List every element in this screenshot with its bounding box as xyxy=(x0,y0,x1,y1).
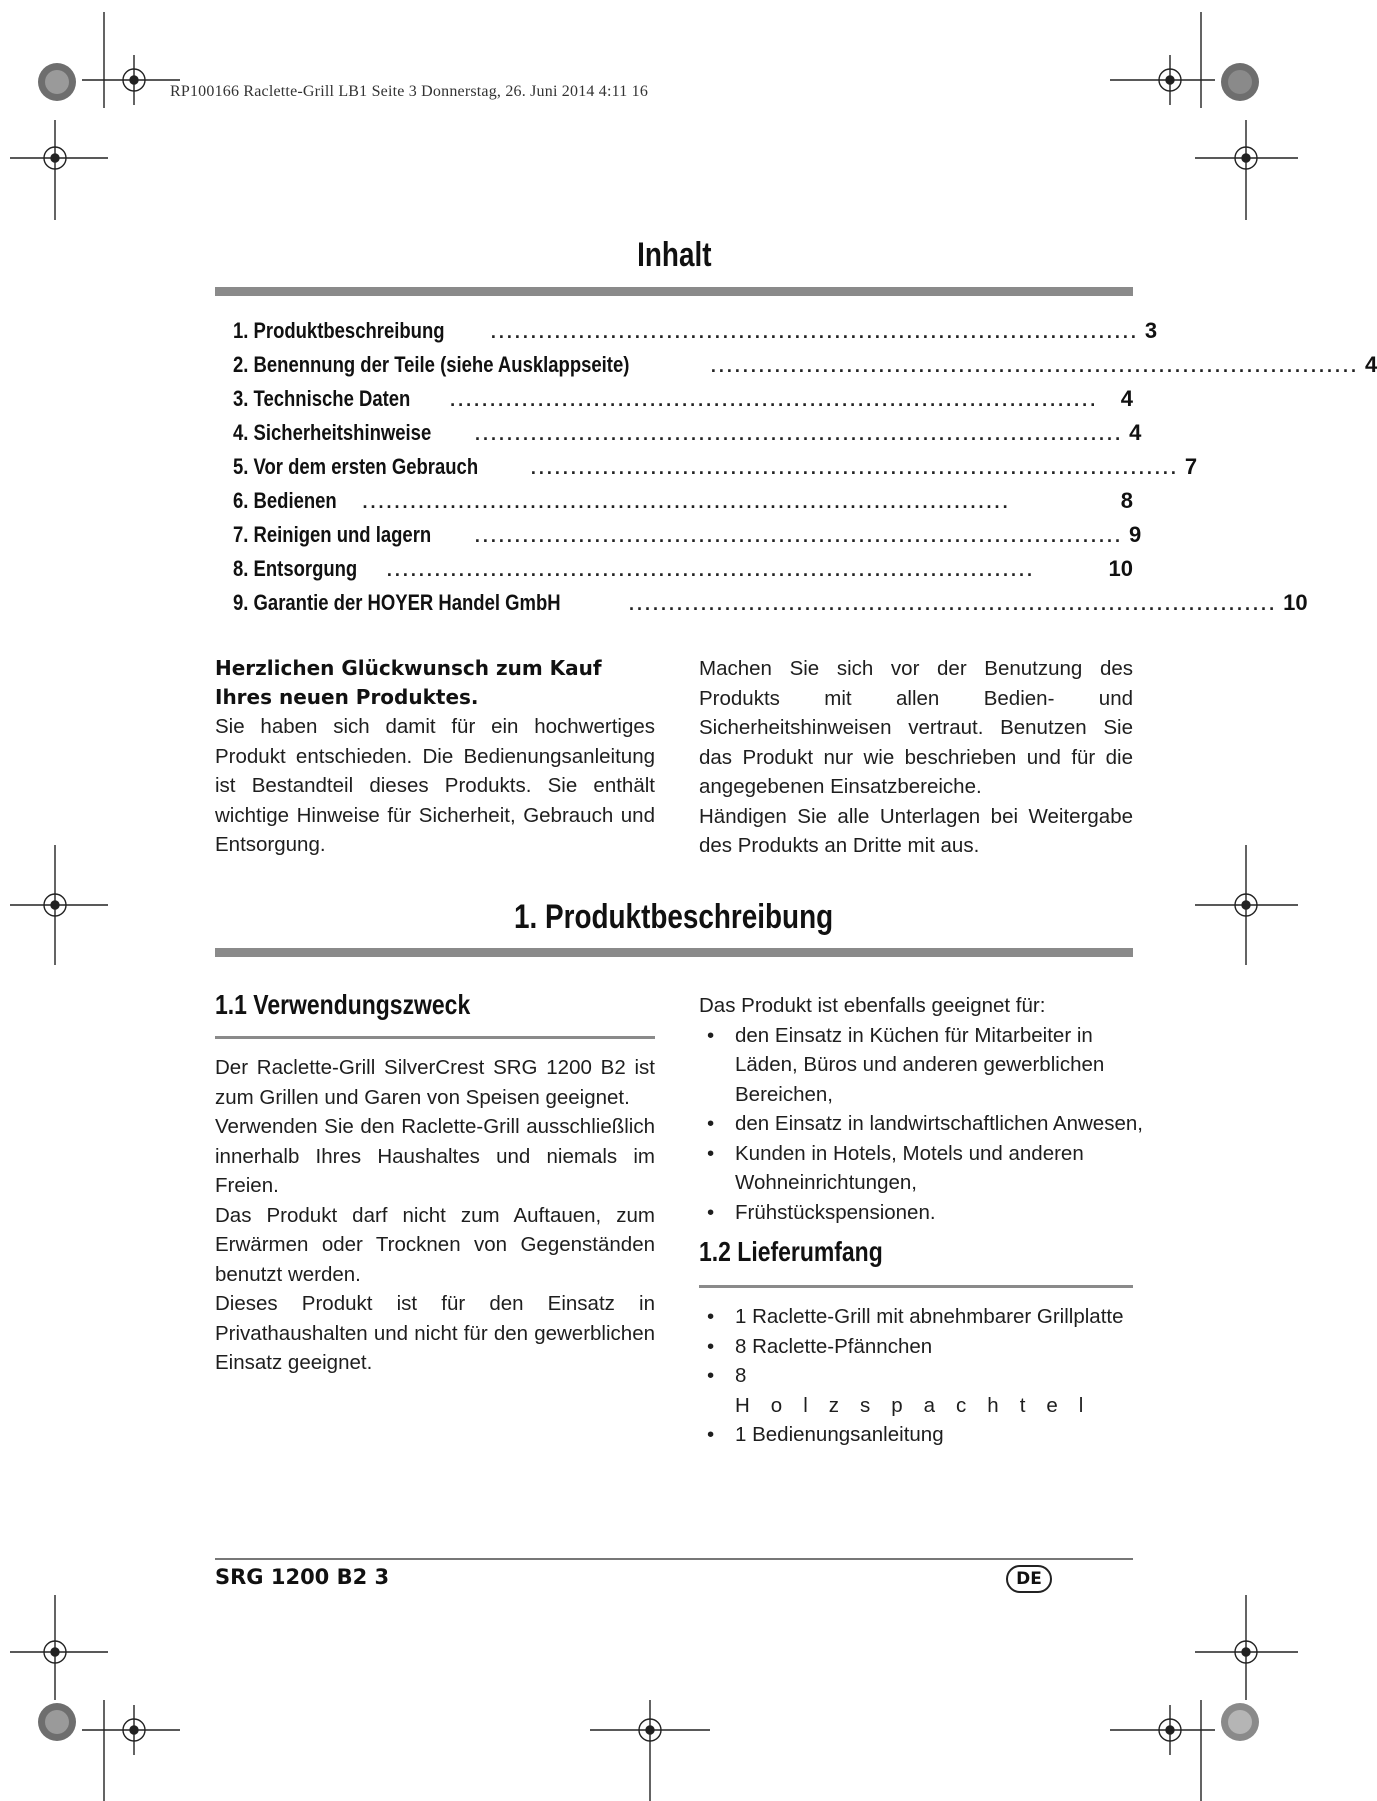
toc-entry[interactable]: 2. Benennung der Teile (siehe Ausklappseite) ................................................................................. 4 xyxy=(233,352,1377,377)
toc-leader: ................................................................................. xyxy=(628,594,1278,614)
toc-leader: ................................................................................. xyxy=(710,356,1359,376)
subsection-heading: 1.1 Verwendungszweck xyxy=(215,989,471,1020)
toc-entry[interactable]: 5. Vor dem ersten Gebrauch ................................................................................. 7 xyxy=(233,454,1198,479)
toc-entry[interactable]: 8. Entsorgung ................................................................................. 10 xyxy=(233,556,1133,581)
footer-model-page: SRG 1200 B2 3 xyxy=(215,1565,390,1589)
subsection-heading: 1.2 Lieferumfang xyxy=(699,1236,883,1267)
toc-leader: ................................................................................. xyxy=(450,390,1099,410)
list-item: • 1 Bedienungsanleitung xyxy=(699,1420,1133,1450)
paragraph: Dieses Produkt ist für den Einsatz in Privathaushalten und nicht für den gewerblichen Einsatz geeignet. xyxy=(215,1292,655,1374)
table-of-contents xyxy=(233,318,1377,624)
list-item: • 8 Raclette-Pfännchen xyxy=(699,1332,1133,1362)
paragraph: Das Produkt darf nicht zum Auftauen, zum Erwärmen oder Trocknen von Gegenständen benutzt werden. xyxy=(215,1203,655,1286)
language-badge: DE xyxy=(1006,1565,1052,1593)
intro-text: Machen Sie sich vor der Benutzung des Produkts mit allen Bedien- und Sicherheitshinweisen vertraut. Benutzen Sie das Produkt nur wie beschrieben und für die angegebenen Einsatzbereiche. xyxy=(699,657,1133,798)
intro-text: Sie haben sich damit für ein hochwertiges Produkt entschieden. Die Bedienungsanleitung ist Bestandteil dieses Produkts. Sie enthält wichtige Hinweise für Sicherheit, Gebrauch und Entsorgung. xyxy=(215,715,655,856)
toc-entry[interactable]: 1. Produktbeschreibung ................................................................................. 3 xyxy=(233,318,1158,343)
intro-text: Händigen Sie alle Unterlagen bei Weitergabe des Produkts an Dritte mit aus. xyxy=(699,804,1133,857)
intro-heading: Herzlichen Glückwunsch zum Kauf Ihres neuen Produktes. xyxy=(215,656,602,709)
suitability-list xyxy=(699,1021,1147,1228)
toc-leader: ................................................................................. xyxy=(474,526,1124,546)
usage-column xyxy=(215,990,655,1378)
toc-leader: ................................................................................. xyxy=(386,560,1035,580)
list-item: • den Einsatz in landwirtschaftlichen Anwesen, xyxy=(699,1109,1147,1139)
section-title: 1. Produktbeschreibung xyxy=(514,898,834,936)
toc-title-rule xyxy=(215,287,1133,296)
footer-rule xyxy=(215,1558,1133,1560)
toc-entry[interactable]: 9. Garantie der HOYER Handel GmbH ................................................................................. 10 xyxy=(233,590,1308,615)
paragraph: Der Raclette-Grill SilverCrest SRG 1200 B2 ist zum Grillen und Garen von Speisen geeignet. xyxy=(215,1056,655,1109)
toc-title: Inhalt xyxy=(636,236,712,274)
toc-entry[interactable]: 7. Reinigen und lagern ................................................................................. 9 xyxy=(233,522,1142,547)
toc-leader: ................................................................................. xyxy=(474,424,1124,444)
toc-entry[interactable]: 3. Technische Daten ................................................................................. 4 xyxy=(233,386,1133,411)
delivery-contents-list xyxy=(699,1302,1133,1450)
paragraph: Das Produkt ist ebenfalls geeignet für: xyxy=(699,994,1046,1017)
list-item: • Kunden in Hotels, Motels und anderen Wohneinrichtungen, xyxy=(699,1139,1147,1198)
intro-right-column xyxy=(699,654,1133,861)
toc-leader: ................................................................................. xyxy=(530,458,1179,478)
subsection-rule xyxy=(215,1036,655,1039)
toc-entry[interactable]: 6. Bedienen ................................................................................. 8 xyxy=(233,488,1133,513)
list-item: • 8 Holzspachtel xyxy=(699,1361,1133,1420)
toc-leader: ................................................................................. xyxy=(490,322,1139,342)
list-item: • den Einsatz in Küchen für Mitarbeiter in Läden, Büros und anderen gewerblichen Bereichen, xyxy=(699,1021,1147,1110)
section-title-rule xyxy=(215,948,1133,957)
subsection-rule xyxy=(699,1285,1133,1288)
paragraph: Verwenden Sie den Raclette-Grill ausschließlich innerhalb Ihres Haushaltes und niemals im Freien. xyxy=(215,1115,655,1197)
print-header: RP100166 Raclette-Grill LB1 Seite 3 Donnerstag, 26. Juni 2014 4:11 16 xyxy=(170,83,649,100)
suitability-column xyxy=(699,991,1147,1450)
list-item: • Frühstückspensionen. xyxy=(699,1198,1147,1228)
list-item: • 1 Raclette-Grill mit abnehmbarer Grillplatte xyxy=(699,1302,1133,1332)
toc-entry[interactable]: 4. Sicherheitshinweise ................................................................................. 4 xyxy=(233,420,1142,445)
intro-left-column xyxy=(215,654,655,860)
toc-leader: ................................................................................. xyxy=(362,492,1011,512)
